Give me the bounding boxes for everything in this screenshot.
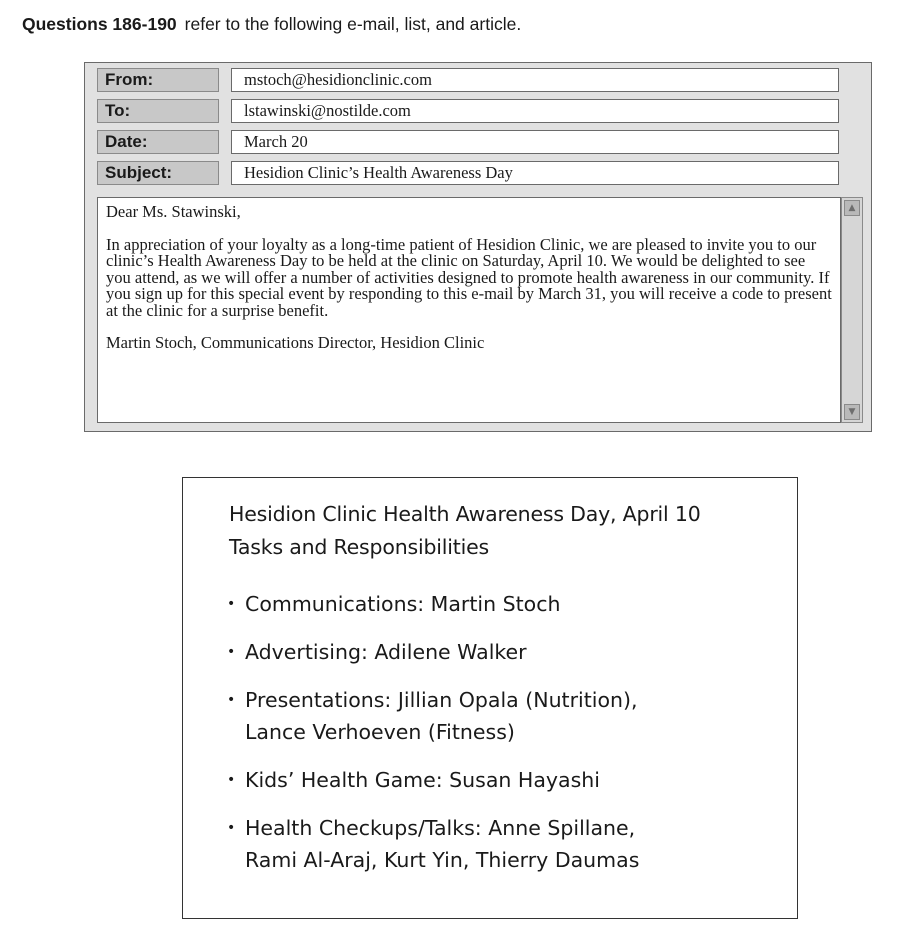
bullet-icon: • [227,644,236,660]
list-item-text: Advertising: Adilene Walker [245,640,527,664]
bullet-icon: • [227,772,236,788]
task-list-title-line2: Tasks and Responsibilities [229,535,489,559]
email-body[interactable] [97,197,841,423]
email-signature: Martin Stoch, Communications Director, Hesidion Clinic [106,333,485,352]
subject-label: Subject: [97,161,219,185]
question-instruction: refer to the following e-mail, list, and article. [184,14,522,34]
email-subject-row [97,161,867,185]
scroll-down-icon[interactable]: ▼ [844,404,860,420]
email-date-row [97,130,867,154]
task-list [227,588,639,892]
list-item-text: Presentations: Jillian Opala (Nutrition), [245,688,638,712]
list-item [227,588,639,620]
task-list-title [229,498,701,564]
list-item-text-cont: Rami Al-Araj, Kurt Yin, Thierry Daumas [245,848,640,872]
question-number: Questions 186-190 [22,14,177,34]
date-label: Date: [97,130,219,154]
scroll-up-icon[interactable]: ▲ [844,200,860,216]
from-field[interactable]: mstoch@hesidionclinic.com [231,68,839,92]
list-item [227,764,639,796]
subject-field[interactable]: Hesidion Clinic’s Health Awareness Day [231,161,839,185]
to-field[interactable]: lstawinski@nostilde.com [231,99,839,123]
list-item [227,684,639,748]
email-greeting: Dear Ms. Stawinski, [106,202,241,221]
list-item [227,812,639,876]
list-item-text: Communications: Martin Stoch [245,592,561,616]
list-item-text: Kids’ Health Game: Susan Hayashi [245,768,600,792]
task-list-box [182,477,798,919]
email-scrollbar[interactable] [841,197,863,423]
to-label: To: [97,99,219,123]
task-list-title-line1: Hesidion Clinic Health Awareness Day, April 10 [229,502,701,526]
from-label: From: [97,68,219,92]
date-field[interactable]: March 20 [231,130,839,154]
email-to-row [97,99,867,123]
email-from-row [97,68,867,92]
list-item-text-cont: Lance Verhoeven (Fitness) [245,720,515,744]
bullet-icon: • [227,820,236,836]
email-body-paragraph: In appreciation of your loyalty as a long-time patient of Hesidion Clinic, we are pleased to invite you to our clinic’s Health Awareness Day to be held at the clinic on Saturday, April 10. We would be delighted to see you attend, as we will offer a number of activities designed to promote health awareness in our community. If you sign up for this special event by responding to this e-mail by March 31, you will receive a code to present at the clinic for a surprise benefit. [106,234,832,320]
bullet-icon: • [227,692,236,708]
question-header [22,14,521,35]
email-window [84,62,872,432]
list-item-text: Health Checkups/Talks: Anne Spillane, [245,816,636,840]
list-item [227,636,639,668]
bullet-icon: • [227,596,236,612]
